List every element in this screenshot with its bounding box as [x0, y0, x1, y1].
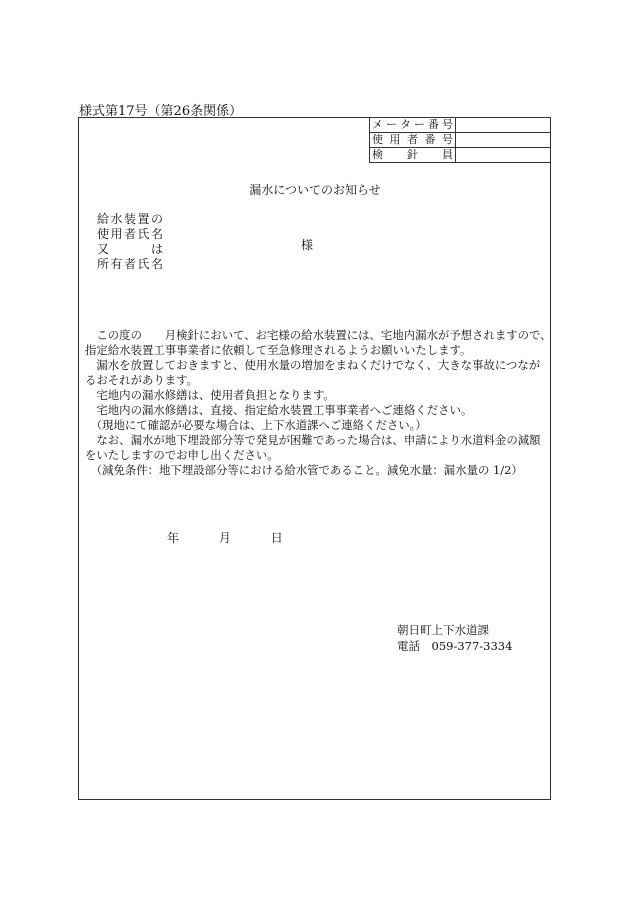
- month-label: 月: [218, 531, 231, 545]
- issuer-block: [397, 622, 512, 654]
- table-row: [370, 133, 551, 148]
- date-line: [167, 529, 305, 546]
- issuer-department: 朝日町上下水道課: [397, 623, 489, 637]
- body-line: （減免条件：地下埋設部分等における給水管であること。減免水量：漏水量の 1/2）: [85, 463, 523, 477]
- body-line: 漏水を放置しておきますと、使用水量の増加をまねくだけでなく、大きな事故につなが: [85, 358, 541, 372]
- owner-label-line: 所有者氏名: [97, 257, 163, 271]
- inspector-value: [456, 148, 551, 163]
- owner-label-line: 使用者氏名: [97, 227, 163, 241]
- notice-title: 漏水についてのお知らせ: [249, 183, 381, 197]
- table-row: [370, 118, 551, 133]
- year-label: 年: [167, 531, 180, 545]
- body-line: 宅地内の漏水修繕は、使用者負担となります。: [85, 388, 335, 402]
- notice-body: [85, 328, 551, 478]
- honorific-suffix: 様: [301, 238, 314, 252]
- day-label: 日: [270, 531, 283, 545]
- inspector-label: 検針員: [370, 148, 456, 163]
- owner-name-label: [97, 212, 163, 272]
- table-row: [370, 148, 551, 163]
- meter-number-value: [456, 118, 551, 133]
- user-number-label: 使用者番号: [370, 133, 456, 148]
- body-line: なお、漏水が地下埋設部分等で発見が困難であった場合は、申請により水道料金の減額: [85, 433, 541, 447]
- owner-label-line: 又 は: [97, 242, 163, 256]
- body-line: この度の 月検針において、お宅様の給水装置には、宅地内漏水が予想されますので、: [85, 328, 552, 342]
- body-line: をいたしますのでお申し出ください。: [85, 448, 279, 462]
- body-line: （現地にて確認が必要な場合は、上下水道課へご連絡ください。）: [85, 418, 427, 432]
- user-number-value: [456, 133, 551, 148]
- form-number-label: 様式第17号（第26条関係）: [79, 104, 243, 119]
- owner-label-line: 給水装置の: [97, 212, 163, 226]
- body-line: るおそれがあります。: [85, 373, 198, 387]
- body-line: 指定給水装置工事事業者に依頼して至急修理されるようお願いいたします。: [85, 343, 472, 357]
- meter-number-label: メーター番号: [370, 118, 456, 133]
- meter-info-table: [369, 117, 551, 163]
- body-line: 宅地内の漏水修繕は、直接、指定給水装置工事事業者へご連絡ください。: [85, 403, 473, 417]
- issuer-phone: 電話 059-377-3334: [397, 639, 513, 653]
